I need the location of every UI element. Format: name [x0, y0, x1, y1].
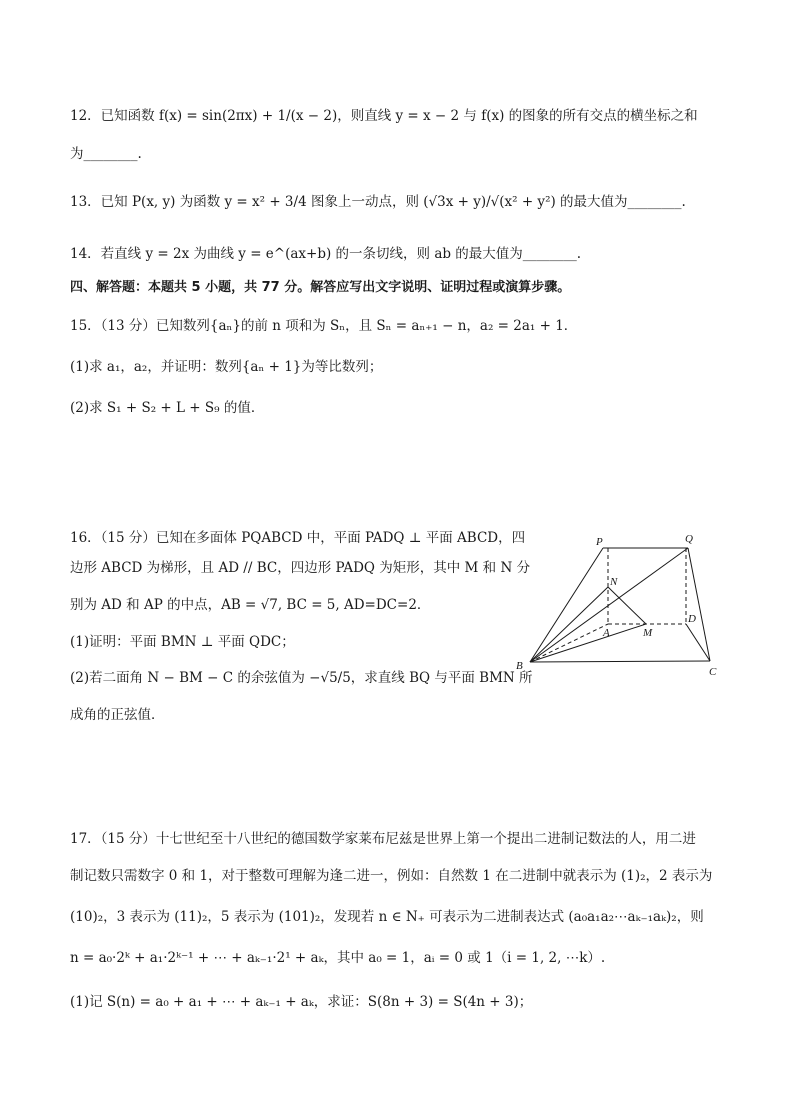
- label-Q: Q: [685, 533, 693, 545]
- q13-line-1: 13．已知 P(x, y) 为函数 y = x² + 3/4 图象上一动点，则 (√3x + y)/√(x² + y²) 的最大值为________.: [70, 194, 686, 210]
- q16-part-2-line-1: (2)若二面角 N − BM − C 的余弦值为 −√5/5，求直线 BQ 与平面 BMN 所: [70, 670, 533, 686]
- edge-BM: [530, 624, 646, 662]
- q17-line-4: n = a₀·2ᵏ + a₁·2ᵏ⁻¹ + ⋯ + aₖ₋₁·2¹ + aₖ，其中 a₀ = 1，aᵢ = 0 或 1（i = 1, 2, ⋯k）.: [70, 950, 606, 966]
- q17-part-1: (1)记 S(n) = a₀ + a₁ + ⋯ + aₖ₋₁ + aₖ，求证：S(8n + 3) = S(4n + 3)；: [70, 994, 533, 1010]
- polyhedron-figure: [508, 528, 728, 684]
- q12-line-2: 为________.: [70, 146, 142, 162]
- edge-BC: [530, 661, 710, 662]
- edge-QB: [530, 548, 688, 662]
- edge-BN: [530, 587, 608, 662]
- q15-stem: 15．（13 分）已知数列{aₙ}的前 n 项和为 Sₙ，且 Sₙ = aₙ₊₁ − n，a₂ = 2a₁ + 1．: [70, 318, 578, 334]
- q15-part-1: (1)求 a₁，a₂，并证明：数列{aₙ + 1}为等比数列；: [70, 359, 383, 375]
- q17-line-1: 17．（15 分）十七世纪至十八世纪的德国数学家莱布尼兹是世界上第一个提出二进制记数法的人，用二进: [70, 831, 696, 847]
- q12-line-1: 12．已知函数 f(x) = sin(2πx) + 1/(x − 2)，则直线 y = x − 2 与 f(x) 的图象的所有交点的横坐标之和: [70, 108, 698, 124]
- label-D: D: [688, 613, 696, 625]
- label-P: P: [596, 536, 603, 548]
- label-A: A: [603, 627, 610, 639]
- q17-line-2: 制记数只需数字 0 和 1，对于整数可理解为逢二进一，例如：自然数 1 在二进制中就表示为 (1)₂，2 表示为: [70, 868, 713, 884]
- q16-line-2: 边形 ABCD 为梯形，且 AD // BC，四边形 PADQ 为矩形，其中 M 和 N 分: [70, 560, 531, 576]
- q15-part-2: (2)求 S₁ + S₂ + L + S₉ 的值．: [70, 400, 265, 416]
- label-N: N: [610, 576, 618, 588]
- q16-part-1: (1)证明：平面 BMN ⊥ 平面 QDC；: [70, 634, 295, 650]
- edge-PB: [530, 548, 603, 662]
- q14-line-1: 14．若直线 y = 2x 为曲线 y = e^(ax+b) 的一条切线，则 ab 的最大值为________.: [70, 246, 582, 262]
- q16-part-2-line-2: 成角的正弦值．: [70, 707, 165, 723]
- label-M: M: [643, 627, 653, 639]
- q17-line-3: (10)₂，3 表示为 (11)₂，5 表示为 (101)₂，发现若 n ∈ N₊ 可表示为二进制表达式 (a₀a₁a₂⋯aₖ₋₁aₖ)₂，则: [70, 909, 704, 925]
- q16-line-3: 别为 AD 和 AP 的中点，AB = √7, BC = 5, AD=DC=2．: [70, 597, 431, 613]
- q16-line-1: 16．（15 分）已知在多面体 PQABCD 中，平面 PADQ ⊥ 平面 ABCD，四: [70, 530, 526, 546]
- section-heading: 四、解答题：本题共 5 小题，共 77 分。解答应写出文字说明、证明过程或演算步骤。: [70, 280, 571, 295]
- label-B: B: [516, 660, 523, 672]
- label-C: C: [709, 666, 717, 678]
